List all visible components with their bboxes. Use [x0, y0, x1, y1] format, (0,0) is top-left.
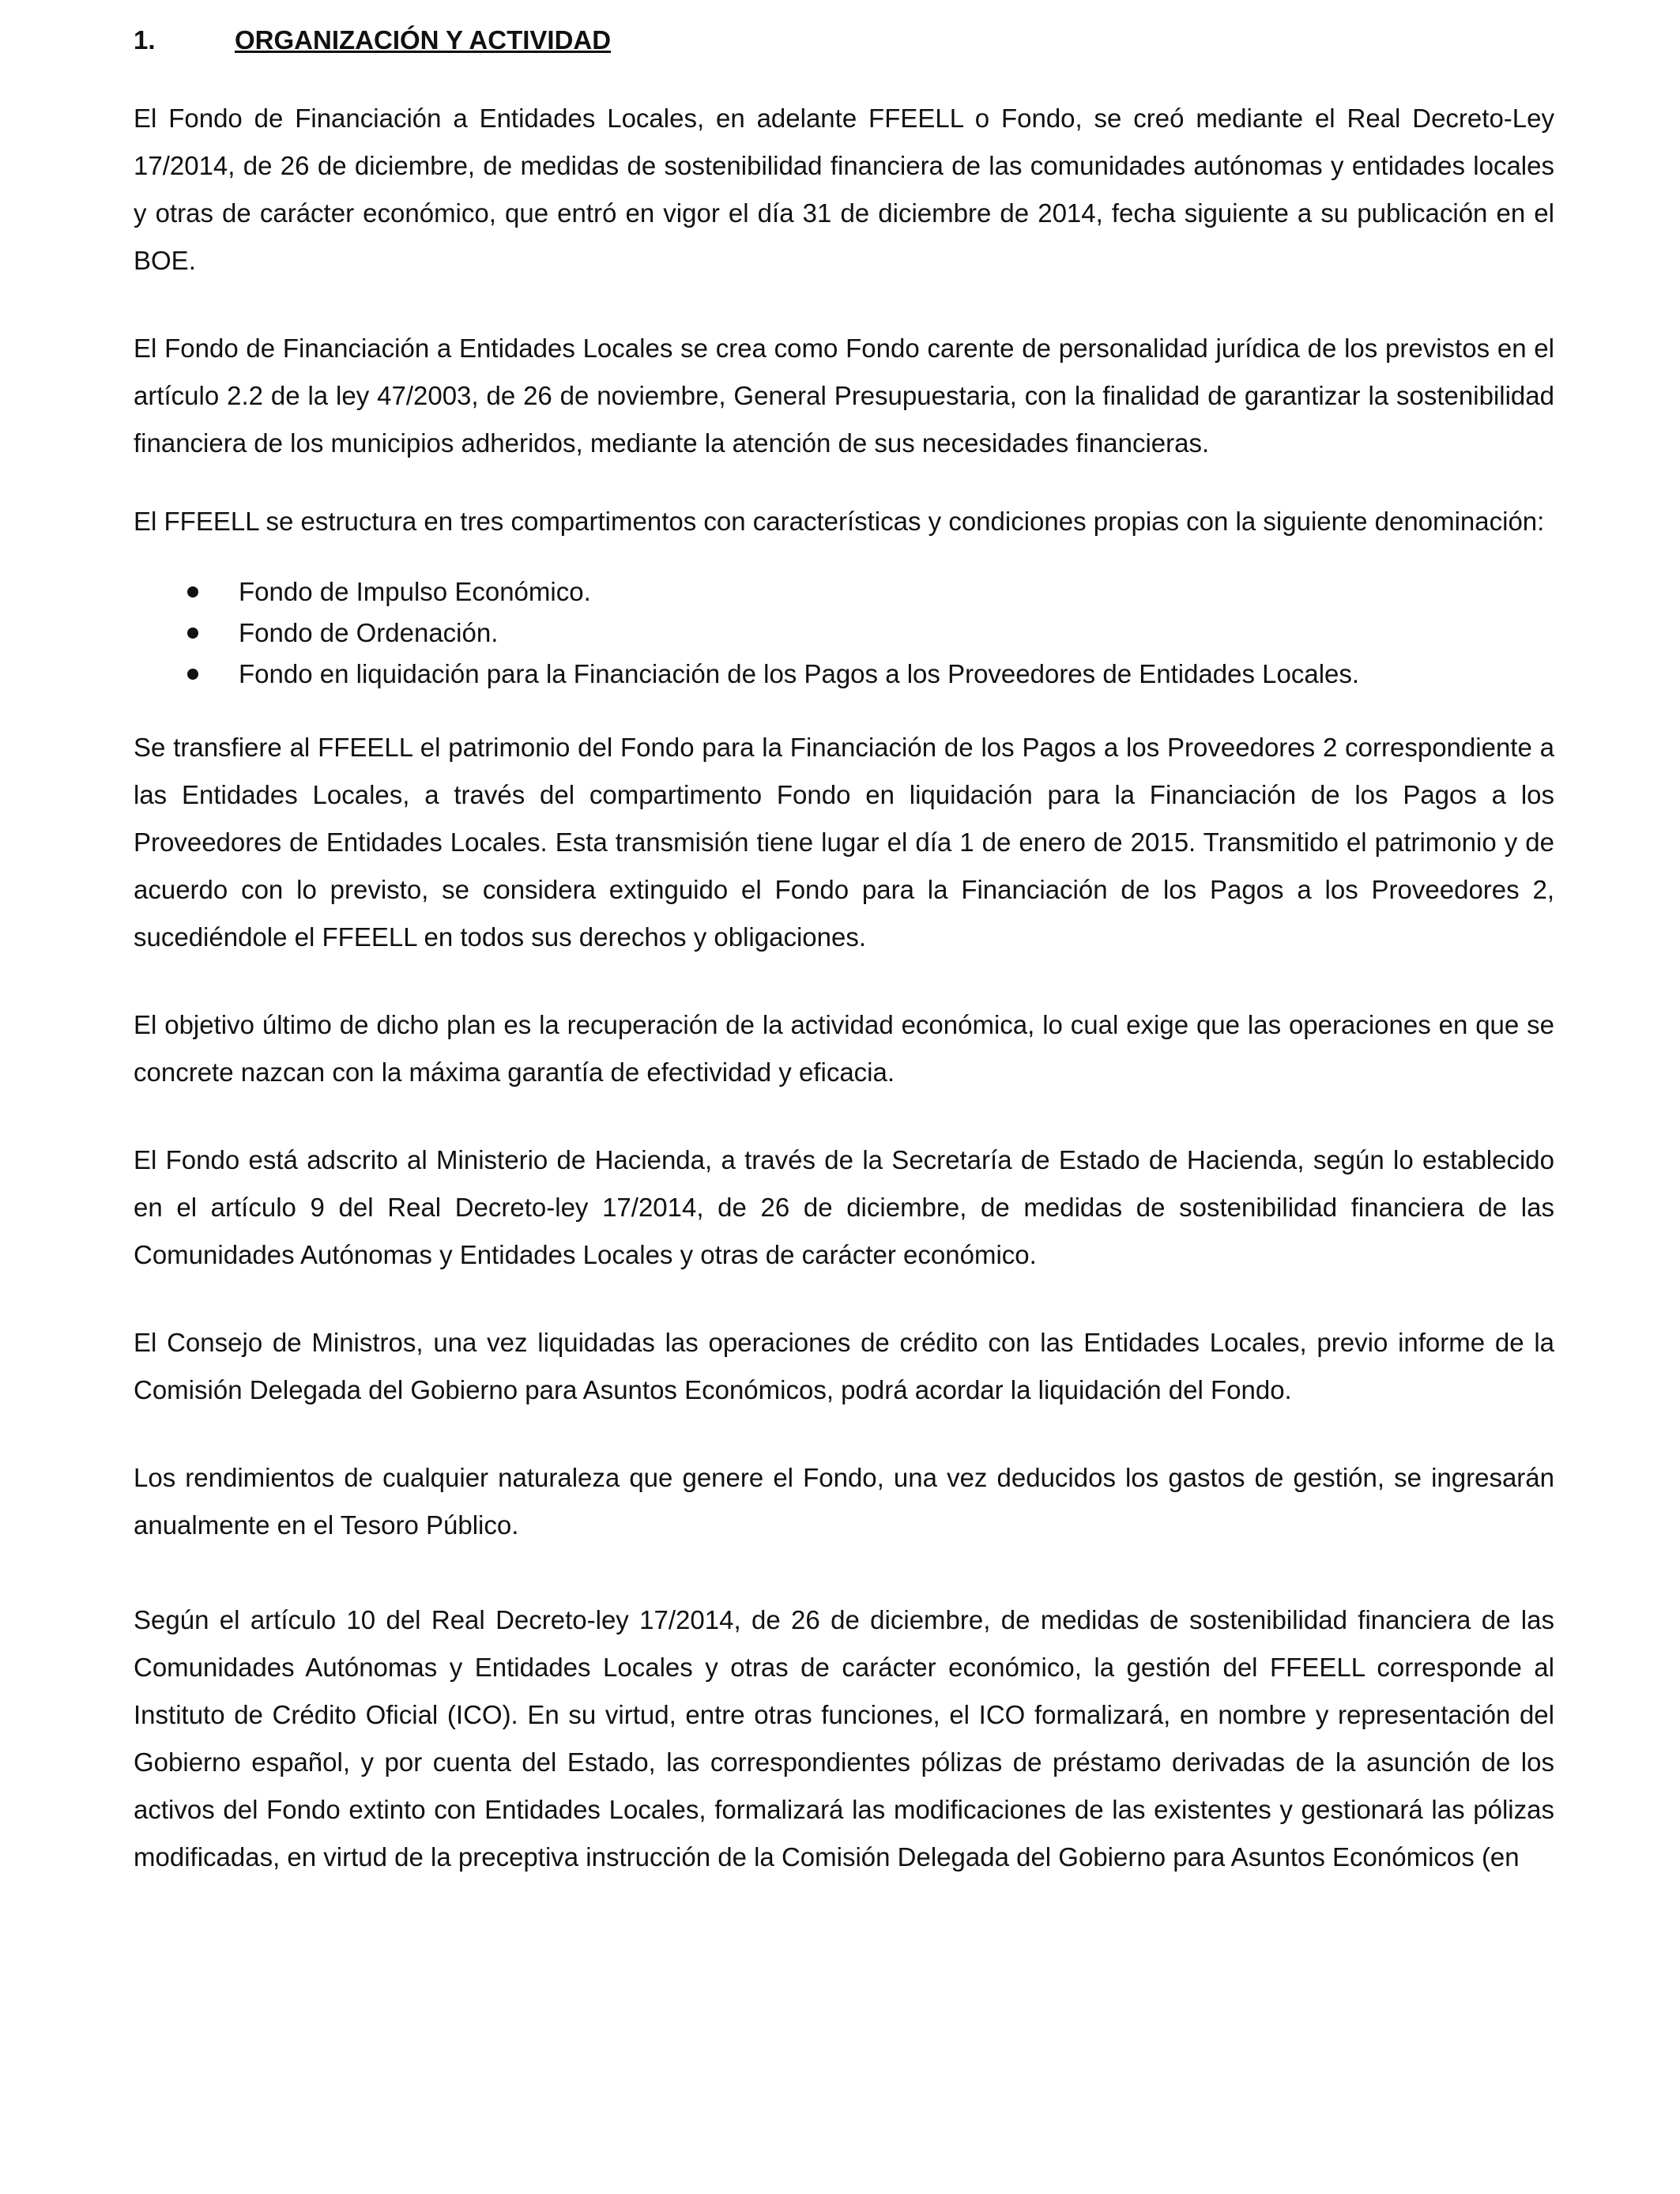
- bullet-icon: [187, 669, 198, 680]
- section-title: ORGANIZACIÓN Y ACTIVIDAD: [235, 25, 612, 55]
- list-item-text: Fondo de Ordenación.: [239, 618, 499, 647]
- paragraph-transfer: Se transfiere al FFEELL el patrimonio del Fondo para la Financiación de los Pagos a los Proveedores 2 correspondiente a las Entidades Locales, a través del compartimento Fondo en liquidación para la Financiación de los Pagos a los Proveedores de Entidades Locales. Esta transmisión tiene lugar el día 1 de enero de 2015. Transmitido el patrimonio y de acuerdo con lo previsto, se considera extinguido el Fondo para la Financiación de los Pagos a los Proveedores 2, sucediéndole el FFEELL en todos sus derechos y obligaciones.: [134, 733, 1554, 952]
- list-item: [134, 571, 1554, 613]
- paragraph-creation: El Fondo de Financiación a Entidades Locales, en adelante FFEELL o Fondo, se creó mediante el Real Decreto-Ley 17/2014, de 26 de diciembre, de medidas de sostenibilidad financiera de las comunidades autónomas y entidades locales y otras de carácter económico, que entró en vigor el día 31 de diciembre de 2014, fecha siguiente a su publicación en el BOE.: [134, 104, 1554, 275]
- compartments-list: [134, 571, 1554, 695]
- list-item-text: Fondo en liquidación para la Financiación de los Pagos a los Proveedores de Entidades Locales.: [239, 659, 1360, 688]
- paragraph-council: El Consejo de Ministros, una vez liquidadas las operaciones de crédito con las Entidades Locales, previo informe de la Comisión Delegada del Gobierno para Asuntos Económicos, podrá acordar la liquidación del Fondo.: [134, 1328, 1554, 1404]
- paragraph-objective: El objetivo último de dicho plan es la recuperación de la actividad económica, lo cual exige que las operaciones en que se concrete nazcan con la máxima garantía de efectividad y eficacia.: [134, 1010, 1554, 1087]
- paragraph-legal-nature: El Fondo de Financiación a Entidades Locales se crea como Fondo carente de personalidad jurídica de los previstos en el artículo 2.2 de la ley 47/2003, de 26 de noviembre, General Presupuestaria, con la finalidad de garantizar la sostenibilidad financiera de los municipios adheridos, mediante la atención de sus necesidades financieras.: [134, 334, 1554, 458]
- list-item: [134, 654, 1554, 695]
- document-page: [134, 20, 1554, 1921]
- section-number: 1.: [134, 25, 156, 55]
- list-item-text: Fondo de Impulso Económico.: [239, 577, 591, 606]
- paragraph-management: Según el artículo 10 del Real Decreto-ley 17/2014, de 26 de diciembre, de medidas de sostenibilidad financiera de las Comunidades Autónomas y Entidades Locales y otras de carácter económico, la gestión del FFEELL corresponde al Instituto de Crédito Oficial (ICO). En su virtud, entre otras funciones, el ICO formalizará, en nombre y representación del Gobierno español, y por cuenta del Estado, las correspondientes pólizas de préstamo derivadas de la asunción de los activos del Fondo extinto con Entidades Locales, formalizará las modificaciones de las existentes y gestionará las pólizas modificadas, en virtud de la preceptiva instrucción de la Comisión Delegada del Gobierno para Asuntos Económicos (en: [134, 1605, 1554, 1872]
- section-heading: [134, 20, 1554, 61]
- paragraph-returns: Los rendimientos de cualquier naturaleza que genere el Fondo, una vez deducidos los gastos de gestión, se ingresarán anualmente en el Tesoro Público.: [134, 1463, 1554, 1540]
- paragraph-structure: El FFEELL se estructura en tres compartimentos con características y condiciones propias con la siguiente denominación:: [134, 507, 1545, 536]
- paragraph-ministry: El Fondo está adscrito al Ministerio de Hacienda, a través de la Secretaría de Estado de Hacienda, según lo establecido en el artículo 9 del Real Decreto-ley 17/2014, de 26 de diciembre, de medidas de sostenibilidad financiera de las Comunidades Autónomas y Entidades Locales y otras de carácter económico.: [134, 1145, 1554, 1269]
- bullet-icon: [187, 586, 198, 598]
- list-item: [134, 613, 1554, 654]
- bullet-icon: [187, 628, 198, 639]
